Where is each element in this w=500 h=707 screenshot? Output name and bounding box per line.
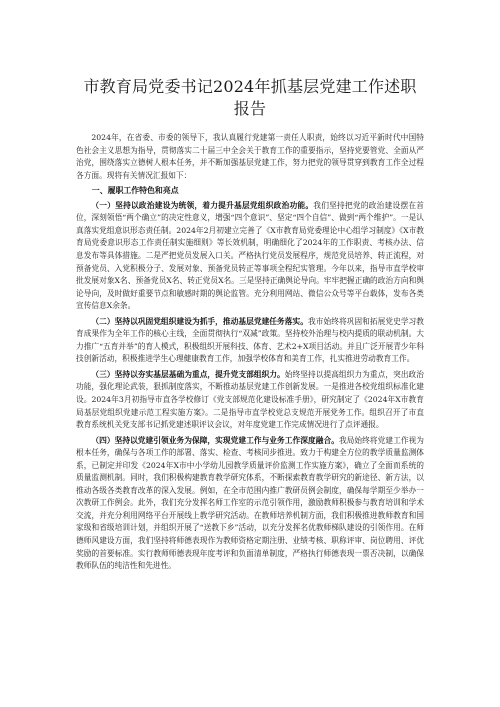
section-3-lead: （三）坚持以夯实基层基础为重点，提升党支部组织力。: [91, 369, 285, 379]
section-heading: 一、履职工作特色和亮点: [91, 186, 179, 196]
section-4-lead: （四）坚持以党建引领业务为保障，实现党建工作与业务工作深度融合。: [91, 435, 339, 445]
section-2-body: 我市始终将巩固和拓展党史学习教育成果作为全年工作的核心主线，全面贯彻执行“双减”政策。坚持校外治理与校内提质的联动机制。大力推广“五育并举”的育人模式，积极组织开展科技、体育、艺术2+X项目活动。并且广泛开展青少年科技创新活动，积极推进学生心理健康教育工作，加强学校体育和美育工作，扎实推进劳动教育工作。: [76, 316, 424, 364]
section-2-lead: （二）坚持以巩固党组织建设为抓手，推动基层党建任务落实。: [91, 316, 308, 326]
section-4-body: 我局始终将党建工作视为根本任务，确保与各项工作的部署、落实、检查、考核同步推进。致力于构建全方位的教学质量监测体系，已制定并印发《2024年X市中小学幼儿园教学质量评价监测工作实施方案》，确立了全面而系统的质量监测机制。同时，我们积极构建教育教学研究体系，不断探索教育教学研究的新途径、新方法，以推动各级各类教育改革的深入发展。例如，在全市范围内推广教研员例会制度，确保每学期至少举办一次教研工作例会。此外，我们充分发挥名师工作室的示范引领作用，激励教师积极参与教育培训和学术交流，并充分利用网络平台开展线上教学研究活动。在教师培养机制方面，我们积极推进教师教育和国家级和省级培训计划，并组织开展了“送教下乡”活动，以充分发挥名优教师梯队建设的引领作用。在师德师风建设方面，我们坚持将师德表现作为教师资格定期注册、业绩考核、职称评审、岗位聘用、评优奖励的首要标准。实行教师师德表现年度考评和负面清单制度，严格执行师德表现一票否决制，以确保教师队伍的纯洁性和先进性。: [76, 435, 424, 571]
section-1-lead: （一）坚持以政治建设为统领，着力提升基层党组织政治功能。: [91, 200, 314, 210]
section-3-paragraph: [76, 369, 424, 432]
section-2-paragraph: [76, 316, 424, 366]
section-1-body: 我们坚持把党的政治建设摆在首位，深刻领悟“两个确立”的决定性意义，增强“四个意识”、坚定“四个自信”、做到“两个维护”。一是认真落实党组意识形态责任制。2024年2月初建立完善了《X市教育局党委理论中心组学习制度》《X市教育局党委意识形态工作责任制实施细则》等长效机制，明确细化了2024年的工作职责、考核办法、信息发布等具体措施。二是严把党员发展入口关。严格执行党员发展程序，规范党员培养、转正流程，对预备党员、入党积极分子、发展对象、预备党员转正等事项全程纪实管理。今年以来，指导市直学校审批发展对象X名、预备党员X名、转正党员X名。三是坚持正确舆论导向。牢牢把握正确的政治方向和舆论导向，及时做好重要节点和敏感时期的舆论监管。充分利用网站、微信公众号等平台载体，发布各类宣传信息X余条。: [76, 200, 424, 311]
section-3-body: 始终坚持以提高组织力为重点，突出政治功能，强化理论武装，狠抓制度落实，不断推动基层党建工作创新发展。一是推进各校党组织标准化建设。2024年3月初指导市直各学校修订《党支部规范化建设标准手册》，研究制定了《2024年X市教育局基层党组织党建示范工程实施方案》。二是指导市直学校党总支规范开展党务工作。组织召开了市直教育系统机关党支部书记抓党建述职评议会议，对年度党建工作完成情况进行了点评通报。: [76, 369, 424, 430]
section-4-paragraph: [76, 435, 424, 573]
section-1-paragraph: [76, 200, 424, 313]
document-title: 市教育局党委书记2024年抓基层党建工作述职报告: [83, 77, 417, 118]
intro-paragraph: 2024年，在省委、市委的领导下，我认真履行党建第一责任人职责，始终以习近平新时代中国特色社会主义思想为指导，贯彻落实二十届三中全会关于教育工作的重要指示，坚持党要管党、全面从严治党，围绕落实立德树人根本任务，并不断加强基层党建工作，努力把党的领导贯穿到教育工作全过程各方面。现将有关情况汇报如下：: [76, 133, 424, 180]
